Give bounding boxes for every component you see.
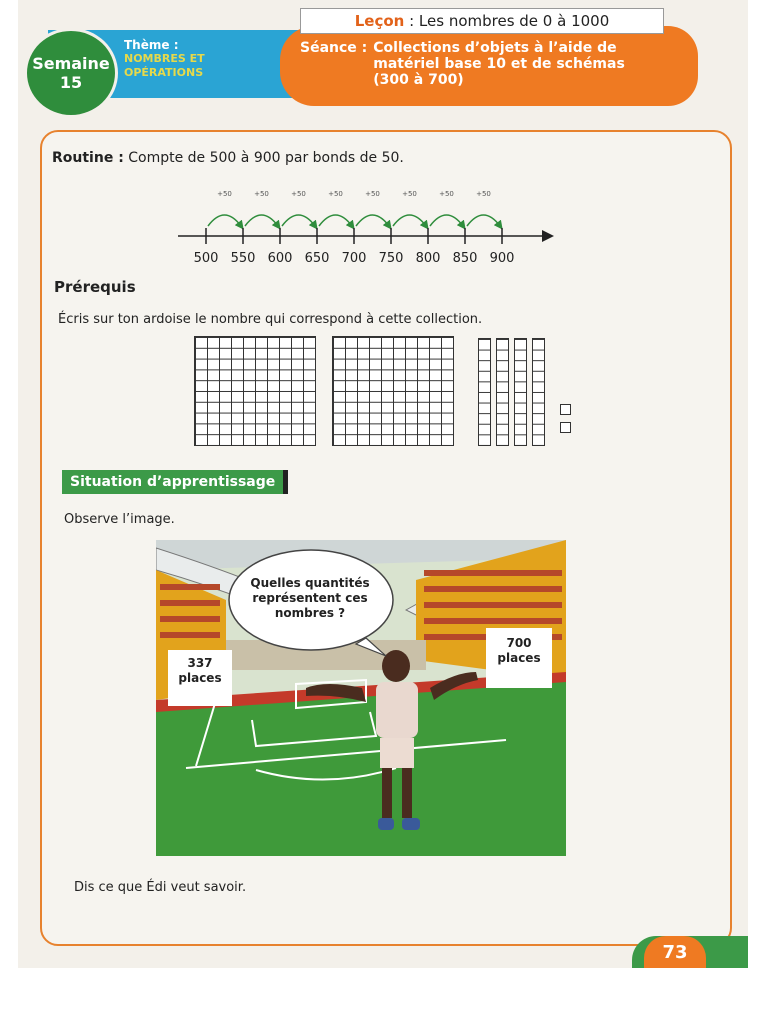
theme-value-1: NOMBRES ET [124, 52, 205, 65]
number-label-700: 700 [341, 251, 367, 266]
hundred-block-2 [332, 336, 454, 446]
number-line-svg [168, 182, 568, 272]
theme-value-2: OPÉRATIONS [124, 66, 204, 79]
lesson-label: Leçon [354, 12, 405, 30]
stadium-illustration [156, 540, 566, 856]
jump-arrow-3 [282, 215, 315, 226]
jump-label-3: +50 [291, 190, 306, 198]
seance-block [300, 40, 670, 88]
sign-337-places [168, 650, 232, 706]
theme-label: Thème : [124, 38, 179, 52]
number-label-750: 750 [378, 251, 404, 266]
sign-right-number: 700 [506, 636, 532, 650]
jump-arrow-8 [467, 215, 500, 226]
routine-label: Routine : [52, 150, 124, 166]
jump-label-1: +50 [217, 190, 232, 198]
textbook-page [18, 0, 748, 968]
ten-rod-3 [514, 338, 527, 446]
question-text: Dis ce que Édi veut savoir. [74, 880, 247, 895]
jump-label-2: +50 [254, 190, 269, 198]
lesson-title: : Les nombres de 0 à 1000 [404, 12, 610, 30]
routine-instruction [52, 150, 404, 166]
prerequis-instruction: Écris sur ton ardoise le nombre qui correspond à cette collection. [58, 312, 483, 327]
sign-700-places [486, 628, 552, 688]
ten-rod-4 [532, 338, 545, 446]
ten-rod-2 [496, 338, 509, 446]
speech-bubble-text: Quelles quantités représentent ces nombres ? [250, 576, 370, 620]
number-line [168, 182, 568, 276]
jump-arrow-7 [430, 215, 463, 226]
number-label-850: 850 [452, 251, 478, 266]
week-number: 15 [59, 73, 83, 92]
number-label-800: 800 [415, 251, 441, 266]
jump-arrows [208, 190, 500, 226]
jump-arrow-1 [208, 215, 241, 226]
week-label: Semaine [32, 54, 110, 73]
jump-arrow-4 [319, 215, 352, 226]
unit-cube-2 [560, 422, 571, 433]
page-number-tab [632, 936, 748, 968]
sign-left-unit: places [178, 671, 222, 685]
number-label-650: 650 [304, 251, 330, 266]
jump-arrow-5 [356, 215, 389, 226]
week-badge [24, 28, 118, 118]
sign-left-number: 337 [187, 656, 213, 670]
number-label-500: 500 [193, 251, 219, 266]
jump-label-5: +50 [365, 190, 380, 198]
page-header [18, 0, 748, 120]
jump-label-6: +50 [402, 190, 417, 198]
number-label-600: 600 [267, 251, 293, 266]
page-number: 73 [644, 936, 706, 968]
seance-label: Séance : [300, 40, 368, 56]
theme-block [124, 38, 244, 80]
prerequis-title: Prérequis [54, 278, 136, 296]
seance-title: Collections d’objets à l’aide de matériel base 10 et de schémas (300 à 700) [373, 40, 625, 88]
ten-rod-1 [478, 338, 491, 446]
observe-instruction: Observe l’image. [64, 512, 175, 527]
jump-label-4: +50 [328, 190, 343, 198]
lesson-title-box [300, 8, 664, 34]
jump-label-7: +50 [439, 190, 454, 198]
hundred-block-1 [194, 336, 316, 446]
jump-arrow-6 [393, 215, 426, 226]
unit-cube-1 [560, 404, 571, 415]
jump-arrow-2 [245, 215, 278, 226]
sign-right-unit: places [497, 651, 541, 665]
jump-label-8: +50 [476, 190, 491, 198]
number-label-550: 550 [230, 251, 256, 266]
number-label-900: 900 [489, 251, 515, 266]
situation-title: Situation d’apprentissage [62, 470, 288, 494]
number-line-ticks [194, 228, 515, 266]
routine-text: Compte de 500 à 900 par bonds de 50. [123, 150, 404, 166]
